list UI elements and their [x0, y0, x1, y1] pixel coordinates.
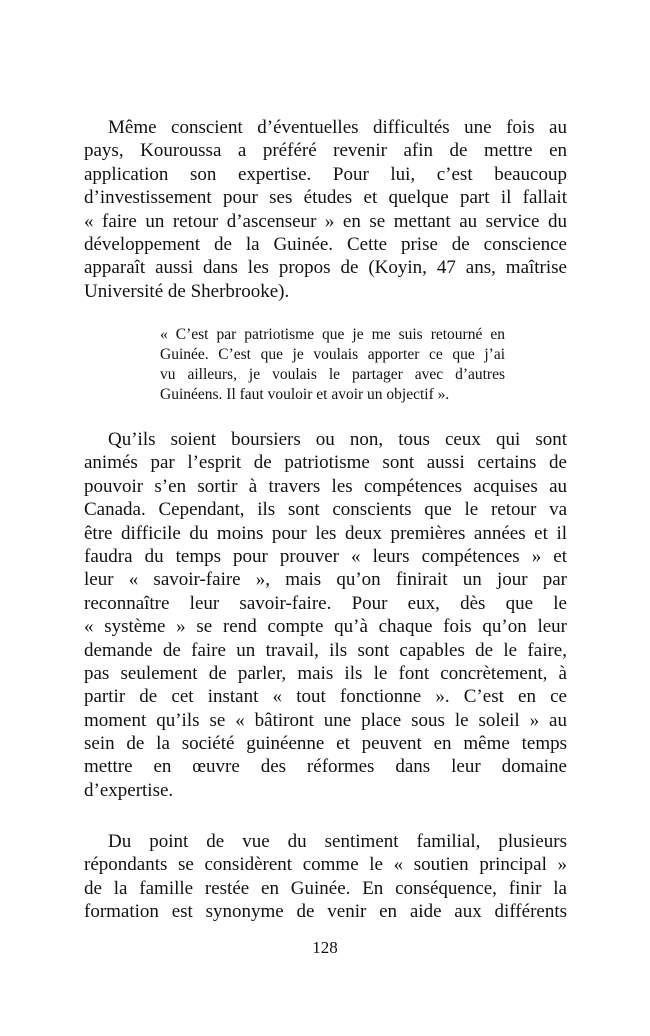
- text-line: demande de faire un travail, ils sont capables de le faire,: [84, 639, 567, 661]
- block-quote: [160, 325, 505, 405]
- text-line: faudra du temps pour prouver « leurs compétences » et: [84, 545, 567, 567]
- text-line: partir de cet instant « tout fonctionne ». C’est en ce: [84, 686, 567, 708]
- text-line: formation est synonyme de venir en aide aux différents: [84, 901, 567, 923]
- text-line: répondants se considèrent comme le « soutien principal »: [84, 854, 567, 876]
- text-line: sein de la société guinéenne et peuvent en même temps: [84, 733, 567, 755]
- text-line: « faire un retour d’ascenseur » en se mettant au service du: [84, 210, 567, 232]
- text-line: d’investissement pour ses études et quelque part il fallait: [84, 187, 567, 209]
- paragraph-1: [84, 116, 567, 303]
- text-line: d’expertise.: [84, 779, 174, 801]
- text-line: Canada. Cependant, ils sont conscients que le retour va: [84, 499, 567, 521]
- text-line: animés par l’esprit de patriotisme sont aussi certains de: [84, 452, 567, 474]
- text-line: Université de Sherbrooke).: [84, 280, 290, 302]
- text-line: mettre en œuvre des réformes dans leur domaine: [84, 756, 567, 778]
- text-line: Même conscient d’éventuelles difficultés une fois au: [108, 117, 567, 138]
- text-line: « C’est par patriotisme que je me suis retourné en: [160, 326, 505, 343]
- text-line: de la famille restée en Guinée. En conséquence, finir la: [84, 877, 567, 899]
- text-line: Guinée. C’est que je voulais apporter ce que j’ai: [160, 346, 505, 363]
- text-line: Qu’ils soient boursiers ou non, tous ceux qui sont: [108, 429, 567, 450]
- text-line: pouvoir s’en sortir à travers les compétences acquises au: [84, 475, 567, 497]
- text-line: application son expertise. Pour lui, c’est beaucoup: [84, 163, 567, 185]
- page-number: 128: [312, 938, 338, 957]
- text-line: leur « savoir-faire », mais qu’on finirait un jour par: [84, 569, 567, 591]
- text-line: vu ailleurs, je voulais le partager avec d’autres: [160, 366, 505, 383]
- text-line: pays, Kouroussa a préféré revenir afin de mettre en: [84, 140, 567, 162]
- text-line: Guinéens. Il faut vouloir et avoir un objectif ».: [160, 386, 450, 403]
- text-line: Du point de vue du sentiment familial, plusieurs: [108, 831, 567, 852]
- text-line: moment qu’ils se « bâtiront une place sous le soleil » au: [84, 709, 567, 731]
- text-line: développement de la Guinée. Cette prise de conscience: [84, 233, 567, 255]
- text-line: apparaît aussi dans les propos de (Koyin, 47 ans, maîtrise: [84, 257, 567, 279]
- paragraph-2: [84, 428, 567, 802]
- text-line: reconnaître leur savoir-faire. Pour eux, dès que le: [84, 592, 567, 614]
- text-line: « système » se rend compte qu’à chaque fois qu’on leur: [84, 616, 567, 638]
- text-line: pas seulement de parler, mais ils le font concrètement, à: [84, 662, 567, 684]
- text-line: être difficile du moins pour les deux premières années et il: [84, 522, 567, 544]
- paragraph-3: [84, 830, 567, 924]
